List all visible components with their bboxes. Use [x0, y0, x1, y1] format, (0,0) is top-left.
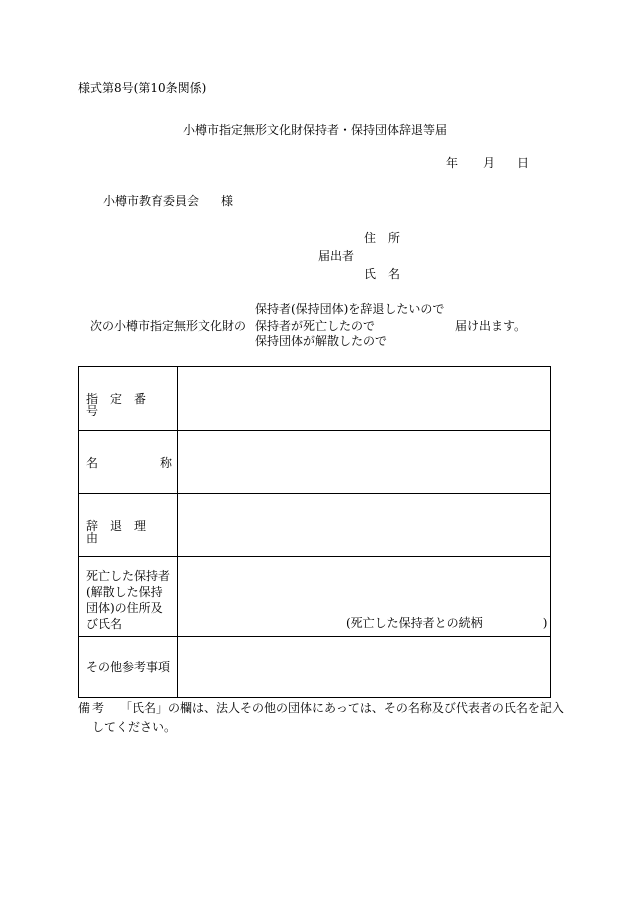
form-number: 様式第8号(第10条関係) — [78, 81, 207, 95]
other-references-field[interactable] — [178, 637, 550, 697]
label-cell — [79, 637, 178, 697]
table-row — [79, 431, 550, 494]
remarks — [78, 702, 564, 714]
notifier-label: 届出者 — [318, 249, 355, 263]
name-row-label — [86, 457, 172, 469]
table-row — [79, 557, 550, 637]
relationship-open: (死亡した保持者との続柄 — [346, 616, 483, 630]
designation-number-field[interactable] — [178, 367, 550, 430]
remarks-key: 備考 — [78, 701, 107, 715]
label-cell — [79, 367, 178, 430]
reason-option: 保持者が死亡したので — [255, 319, 376, 333]
label-cell — [79, 494, 178, 556]
reason-option: 保持団体が解散したので — [255, 334, 388, 348]
table-row — [79, 494, 550, 557]
remarks-text: 「氏名」の欄は、法人その他の団体にあっては、その名称及び代表者の氏名を記入 — [120, 701, 564, 715]
deceased-holder-label: 死亡した保持者(解散した保持団体)の住所及び氏名 — [86, 569, 171, 631]
table-row — [79, 637, 550, 697]
address-label: 住 所 — [364, 231, 401, 245]
sentence-lead: 次の小樽市指定無形文化財の — [90, 319, 247, 333]
withdrawal-reason-label: 辞退理由 — [86, 519, 159, 545]
relationship-note — [346, 617, 547, 629]
name-char: 名 — [86, 456, 99, 470]
label-cell — [79, 431, 178, 493]
date-year-label: 年 — [446, 156, 459, 170]
table-row — [79, 367, 550, 431]
designation-number-label: 指定番号 — [86, 392, 159, 418]
date-day-label: 日 — [517, 156, 530, 170]
relationship-close: ) — [542, 616, 548, 630]
date-month-label: 月 — [483, 156, 496, 170]
other-references-label: その他参考事項 — [86, 660, 171, 674]
name-field[interactable] — [178, 431, 550, 493]
remarks-continuation: してください。 — [92, 720, 177, 734]
withdrawal-reason-field[interactable] — [178, 494, 550, 556]
name-char: 称 — [159, 456, 172, 470]
document-title: 小樽市指定無形文化財保持者・保持団体辞退等届 — [182, 123, 447, 137]
name-label: 氏 名 — [364, 267, 401, 281]
recipient — [103, 195, 233, 207]
label-cell — [79, 557, 178, 636]
recipient-name: 小樽市教育委員会 — [103, 194, 200, 208]
sentence-tail: 届け出ます。 — [455, 319, 527, 333]
form-table — [78, 366, 551, 698]
deceased-holder-field[interactable] — [178, 557, 550, 636]
recipient-honorific: 様 — [221, 194, 234, 208]
reason-option: 保持者(保持団体)を辞退したいので — [255, 302, 445, 316]
